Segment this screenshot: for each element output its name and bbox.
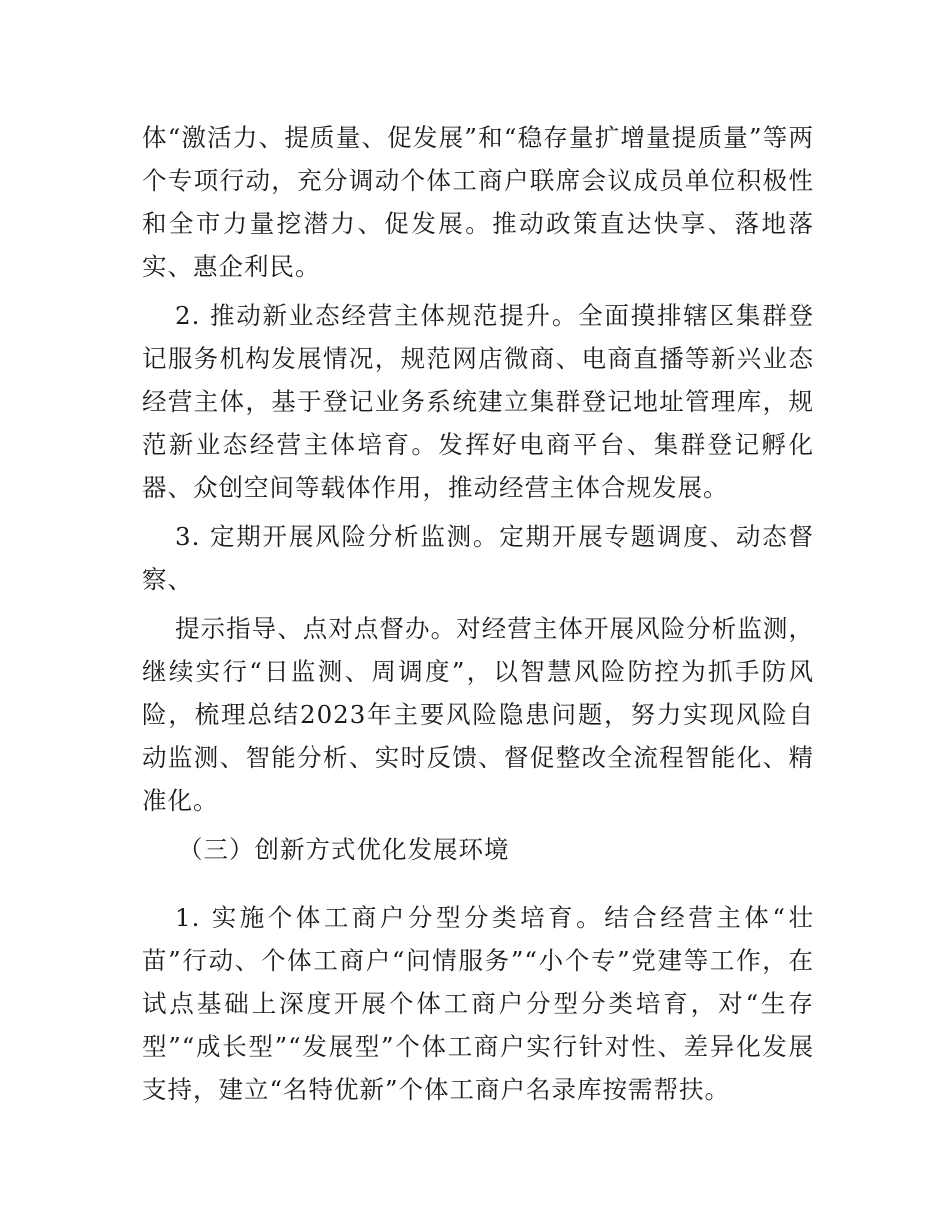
section-heading: （三）创新方式优化发展环境 [178, 835, 510, 864]
paragraph-continuation: 体“激活力、提质量、促发展”和“稳存量扩增量提质量”等两个专项行动，充分调动个体工商户联席会议成员单位积极性和全市力量挖潜力、促发展。推动政策直达快享、落地落实、惠企利民。 [142, 123, 814, 281]
paragraph-item-3: 3. 定期开展风险分析监测。定期开展专题调度、动态督察、 [142, 522, 814, 594]
document-body [142, 116, 814, 1111]
paragraph-item-3-continued: 提示指导、点对点督办。对经营主体开展风险分析监测，继续实行“日监测、周调度”，以智慧风险防控为抓手防风险，梳理总结2023年主要风险隐患问题，努力实现风险自动监测、智能分析、实时反馈、督促整改全流程智能化、精准化。 [142, 614, 814, 815]
paragraph-item-1: 1. 实施个体工商户分型分类培育。结合经营主体“壮苗”行动、个体工商户“问情服务”“小个专”党建等工作，在试点基础上深度开展个体工商户分型分类培育，对“生存型”“成长型”“发展型”个体工商户实行针对性、差异化发展支持，建立“名特优新”个体工商户名录库按需帮扶。 [142, 902, 814, 1104]
paragraph-item-2: 2. 推动新业态经营主体规范提升。全面摸排辖区集群登记服务机构发展情况，规范网店微商、电商直播等新兴业态经营主体，基于登记业务系统建立集群登记地址管理库，规范新业态经营主体培育。发挥好电商平台、集群登记孵化器、众创空间等载体作用，推动经营主体合规发展。 [142, 301, 814, 502]
